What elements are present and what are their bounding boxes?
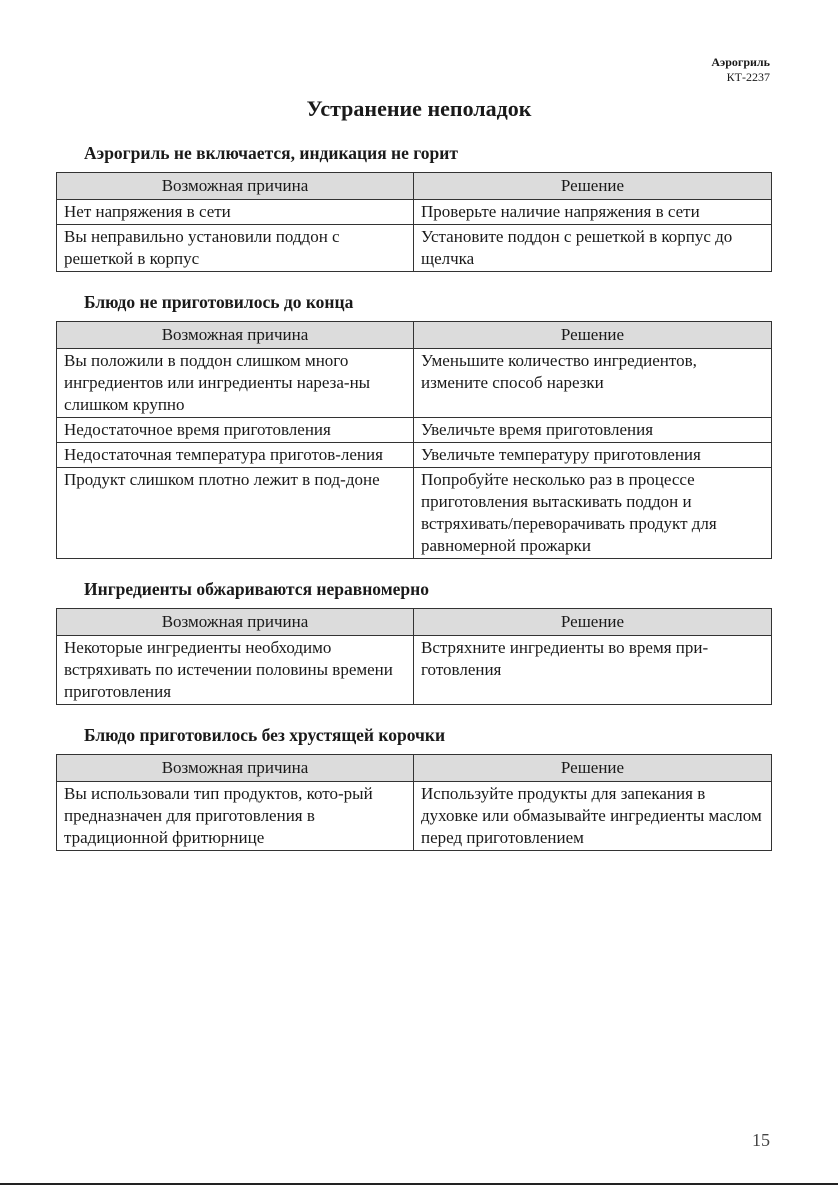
table-header-row <box>57 755 772 782</box>
cause-cell: Вы использовали тип продуктов, кото-рый предназначен для приготовления в традиционной фритюрнице <box>57 782 414 851</box>
troubleshooting-table <box>56 321 772 559</box>
brand-name: Аэрогриль <box>711 55 770 69</box>
cause-cell: Некоторые ингредиенты необходимо встряхивать по истечении половины времени приготовления <box>57 636 414 705</box>
table-row <box>57 225 772 272</box>
troubleshooting-content <box>56 141 771 869</box>
column-header-solution: Решение <box>414 609 772 636</box>
solution-cell: Увеличьте температуру приготовления <box>414 443 772 468</box>
cause-cell: Нет напряжения в сети <box>57 200 414 225</box>
troubleshooting-section <box>56 723 771 851</box>
table-row <box>57 468 772 559</box>
column-header-cause: Возможная причина <box>57 609 414 636</box>
troubleshooting-table <box>56 754 772 851</box>
bottom-divider <box>0 1183 838 1185</box>
solution-cell: Увеличьте время приготовления <box>414 418 772 443</box>
solution-cell: Проверьте наличие напряжения в сети <box>414 200 772 225</box>
troubleshooting-section <box>56 290 771 559</box>
column-header-cause: Возможная причина <box>57 322 414 349</box>
cause-cell: Недостаточная температура приготов-ления <box>57 443 414 468</box>
table-header-row <box>57 609 772 636</box>
section-heading: Блюдо не приготовилось до конца <box>84 292 354 312</box>
table-row <box>57 418 772 443</box>
column-header-solution: Решение <box>414 173 772 200</box>
model-number: КТ-2237 <box>726 70 770 84</box>
table-header-row <box>57 173 772 200</box>
cause-cell: Вы положили в поддон слишком много ингредиентов или ингредиенты нареза-ны слишком крупно <box>57 349 414 418</box>
troubleshooting-section <box>56 141 771 272</box>
column-header-cause: Возможная причина <box>57 755 414 782</box>
column-header-cause: Возможная причина <box>57 173 414 200</box>
table-row <box>57 200 772 225</box>
section-heading: Ингредиенты обжариваются неравномерно <box>84 579 429 599</box>
solution-cell: Установите поддон с решеткой в корпус до щелчка <box>414 225 772 272</box>
solution-cell: Используйте продукты для запекания в духовке или обмазывайте ингредиенты маслом перед приготовлением <box>414 782 772 851</box>
section-heading: Аэрогриль не включается, индикация не горит <box>84 143 458 163</box>
column-header-solution: Решение <box>414 755 772 782</box>
document-header <box>711 55 770 85</box>
table-header-row <box>57 322 772 349</box>
troubleshooting-table <box>56 172 772 272</box>
table-row <box>57 443 772 468</box>
solution-cell: Встряхните ингредиенты во время при-готовления <box>414 636 772 705</box>
table-row <box>57 782 772 851</box>
page-title: Устранение неполадок <box>306 96 532 121</box>
cause-cell: Продукт слишком плотно лежит в под-доне <box>57 468 414 559</box>
page-number: 15 <box>752 1130 770 1150</box>
column-header-solution: Решение <box>414 322 772 349</box>
troubleshooting-table <box>56 608 772 705</box>
table-row <box>57 349 772 418</box>
solution-cell: Уменьшите количество ингредиентов, измените способ нарезки <box>414 349 772 418</box>
solution-cell: Попробуйте несколько раз в процессе приготовления вытаскивать поддон и встряхивать/переворачивать продукт для равномерной прожарки <box>414 468 772 559</box>
cause-cell: Недостаточное время приготовления <box>57 418 414 443</box>
table-row <box>57 636 772 705</box>
section-heading: Блюдо приготовилось без хрустящей корочки <box>84 725 446 745</box>
cause-cell: Вы неправильно установили поддон с решеткой в корпус <box>57 225 414 272</box>
troubleshooting-section <box>56 577 771 705</box>
